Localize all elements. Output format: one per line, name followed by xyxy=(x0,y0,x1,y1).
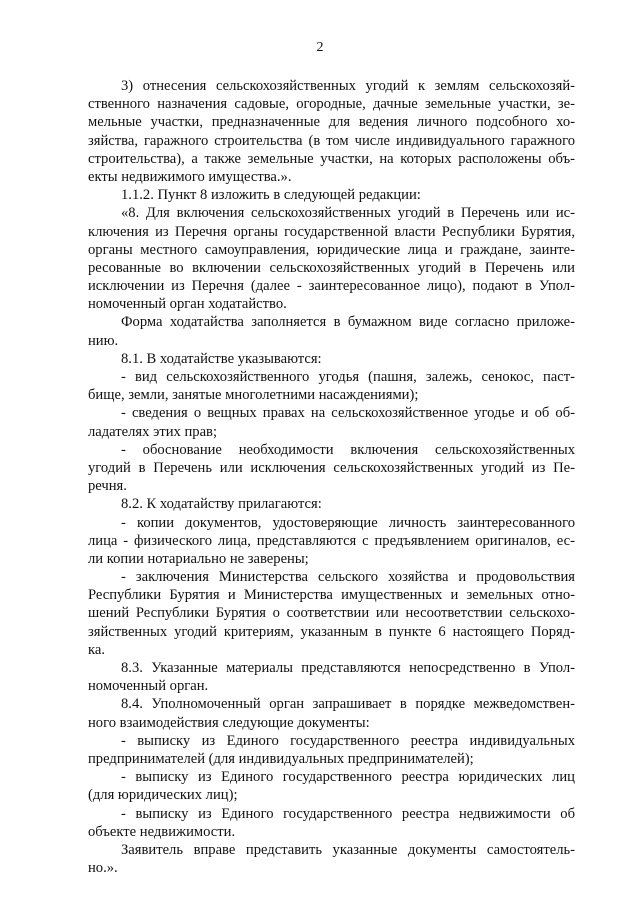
text-line: - выписку из Единого государственного реестра недвижимости об xyxy=(121,805,575,822)
text-line: Заявитель вправе представить указанные документы самостоятель- xyxy=(121,841,575,858)
text-line: 8.3. Указанные материалы представляются непосредственно в Упол- xyxy=(121,660,575,676)
text-line: ка. xyxy=(88,641,105,658)
text-line: нию. xyxy=(88,332,119,349)
text-line: 8.1. В ходатайстве указываются: xyxy=(121,350,322,367)
text-line: ли копии нотариально не заверены; xyxy=(88,550,309,567)
text-line: угодий в Перечень или исключения сельскохозяйственных угодий из Пе- xyxy=(88,459,575,476)
page-number: 2 xyxy=(316,40,324,55)
text-line: екты недвижимого имущества.». xyxy=(88,168,292,185)
document-body xyxy=(88,77,575,877)
text-line: номоченный орган ходатайство. xyxy=(88,296,287,313)
text-line: - копии документов, удостоверяющие личность заинтересованного xyxy=(121,514,575,531)
text-line: органы местного самоуправления, юридические лица и граждане, заинте- xyxy=(88,241,575,258)
text-line: строительства), а также земельные участки, на которых расположены объ- xyxy=(88,150,575,167)
text-line: зяйства, гаражного строительства (в том числе индивидуального гаражного xyxy=(88,132,575,149)
text-line: объекте недвижимости. xyxy=(88,823,236,840)
text-line: ключения из Перечня органы государственной власти Республики Бурятия, xyxy=(88,223,575,240)
text-line: речня. xyxy=(88,478,127,495)
text-line: 3) отнесения сельскохозяйственных угодий к землям сельскохозяй- xyxy=(121,78,575,94)
text-line: бище, земли, занятые многолетними насаждениями); xyxy=(88,387,419,404)
text-line: Форма ходатайства заполняется в бумажном виде согласно приложе- xyxy=(121,314,575,331)
text-line: ственного назначения садовые, огородные, дачные земельные участки, зе- xyxy=(88,96,575,113)
text-line: шений Республики Бурятия о соответствии или несоответствии сельскохо- xyxy=(88,605,575,622)
text-line: (для юридических лиц); xyxy=(88,787,238,804)
text-line: - вид сельскохозяйственного угодья (пашня, залежь, сенокос, паст- xyxy=(121,369,575,385)
text-line: исключении из Перечня (далее - заинтересованное лицо), подают в Упол- xyxy=(88,278,575,295)
text-line: но.». xyxy=(88,860,118,877)
text-line: номоченный орган. xyxy=(88,678,209,695)
text-line: 8.2. К ходатайству прилагаются: xyxy=(121,496,322,513)
text-line: зяйственных угодий критериям, указанным в пункте 6 настоящего Поряд- xyxy=(88,623,575,640)
text-line: 8.4. Уполномоченный орган запрашивает в порядке межведомствен- xyxy=(121,696,575,713)
text-line: Республики Бурятия и Министерства имущественных и земельных отно- xyxy=(88,587,575,604)
text-line: предпринимателей (для индивидуальных предпринимателей); xyxy=(88,750,474,767)
text-line: ресованные во включении сельскохозяйственных угодий в Перечень или xyxy=(88,259,575,276)
text-line: «8. Для включения сельскохозяйственных угодий в Перечень или ис- xyxy=(121,205,575,222)
text-line: - обоснование необходимости включения сельскохозяйственных xyxy=(121,441,575,458)
text-line: мельные участки, предназначенные для ведения личного подсобного хо- xyxy=(88,114,575,131)
text-line: - сведения о вещных правах на сельскохозяйственное угодье и об об- xyxy=(121,405,575,422)
text-line: - выписку из Единого государственного реестра юридических лиц xyxy=(121,769,575,786)
text-line: 1.1.2. Пункт 8 изложить в следующей редакции: xyxy=(121,187,421,204)
text-line: ладателях этих прав; xyxy=(88,423,218,440)
text-line: - выписку из Единого государственного реестра индивидуальных xyxy=(121,732,575,749)
text-line: ного взаимодействия следующие документы: xyxy=(88,714,370,731)
text-line: - заключения Министерства сельского хозяйства и продовольствия xyxy=(121,569,575,586)
text-line: лица - физического лица, представляются с предъявлением оригиналов, ес- xyxy=(88,532,575,549)
